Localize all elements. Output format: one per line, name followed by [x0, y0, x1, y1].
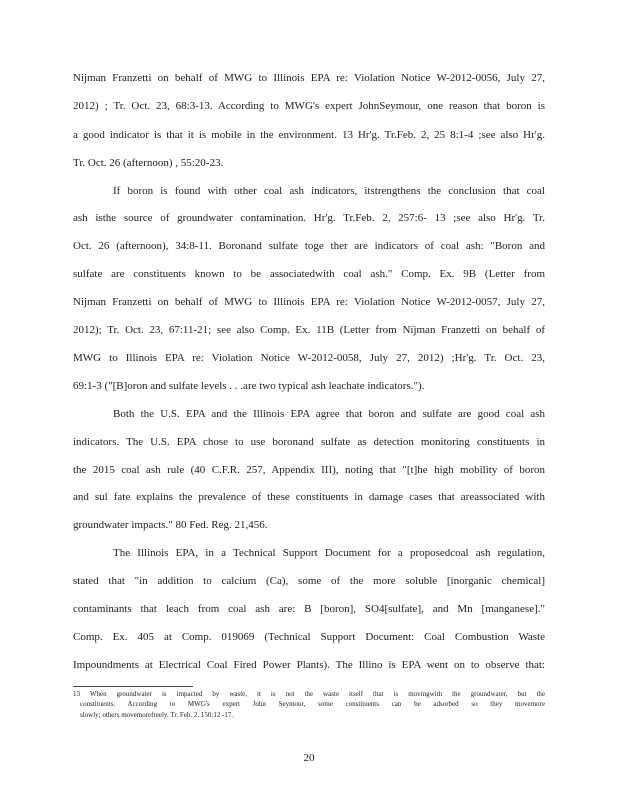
body-line-6: ash isthe source of groundwater contamination. Hr'g. Tr.Feb. 2, 257:6- 13 ;see also Hr'g. Tr. [73, 212, 545, 224]
body-line-20: contaminants that leach from coal ash are: B [boron], SO4[sulfate], and Mn [manganese]." [73, 603, 545, 615]
body-line-21: Comp. Ex. 405 at Comp. 019069 (Technical Support Document: Coal Combustion Waste [73, 631, 545, 643]
body-line-2: 2012) ; Tr. Oct. 23, 68:3-13. According to MWG's expert JohnSeymour, one reason that boron is [73, 100, 545, 112]
footnote-divider [73, 686, 193, 687]
body-line-3: a good indicator is that it is mobile in the environment. 13 Hr'g. Tr.Feb. 2, 25 8:1-4 ;see also Hr'g. [73, 129, 545, 141]
body-line-17: groundwater impacts." 80 Fed. Reg. 21,456. [73, 519, 268, 531]
body-line-9: Nijman Franzetti on behalf of MWG to Illinois EPA re: Violation Notice W-2012-0057, July 27, [73, 296, 545, 308]
body-line-4: Tr. Oct. 26 (afternoon) , 55:20-23. [73, 157, 224, 169]
footnote-line-2: constituents. According to MWG's expert John Seymour, some constituents can be adsorbed so they movemore [80, 700, 545, 708]
body-line-19: stated that "in addition to calcium (Ca), some of the more soluble [inorganic chemical] [73, 575, 545, 587]
body-line-5: If boron is found with other coal ash indicators, itstrengthens the conclusion that coal [113, 185, 545, 197]
footnote-line-1: 13 When groundwater is impacted by waste, it is not the waste itself that is movingwith the groundwater, but the [73, 690, 545, 698]
body-line-22: Impoundments at Electrical Coal Fired Power Plants). The Illino is EPA went on to observe that: [73, 659, 545, 671]
body-line-8: sulfate are constituents known to be associatedwith coal ash." Comp. Ex. 9B (Letter from [73, 268, 545, 280]
body-line-1: Nijman Franzetti on behalf of MWG to Illinois EPA re: Violation Notice W-2012-0056, July 27, [73, 72, 545, 84]
body-line-13: Both the U.S. EPA and the Illinois EPA agree that boron and sulfate are good coal ash [113, 408, 545, 420]
body-line-10: 2012); Tr. Oct. 23, 67:11-21; see also Comp. Ex. 11B (Letter from Nijman Franzetti on behalf of [73, 324, 545, 336]
body-line-11: MWG to Illinois EPA re: Violation Notice W-2012-0058, July 27, 2012) ;Hr'g. Tr. Oct. 23, [73, 352, 545, 364]
page-number: 20 [303, 752, 315, 764]
body-line-18: The Illinois EPA, in a Technical Support Document for a proposedcoal ash regulation, [113, 547, 545, 559]
body-line-15: the 2015 coal ash rule (40 C.F.R. 257, Appendix III), noting that "[t]he high mobility of boron [73, 464, 545, 476]
body-line-16: and sul fate explains the prevalence of these constituents in damage cases that areassociated with [73, 491, 545, 503]
body-line-7: Oct. 26 (afternoon), 34:8-11. Boronand sulfate toge ther are indicators of coal ash: "Boron and [73, 240, 545, 252]
footnote-line-3: slowly; others movemorefreely. Tr. Feb. 2, 150:12 -17. [80, 711, 234, 719]
body-line-14: indicators. The U.S. EPA chose to use boronand sulfate as detection monitoring constituents in [73, 436, 545, 448]
body-line-12: 69:1-3 ("[B]oron and sulfate levels . . .are two typical ash leachate indicators."). [73, 380, 425, 392]
